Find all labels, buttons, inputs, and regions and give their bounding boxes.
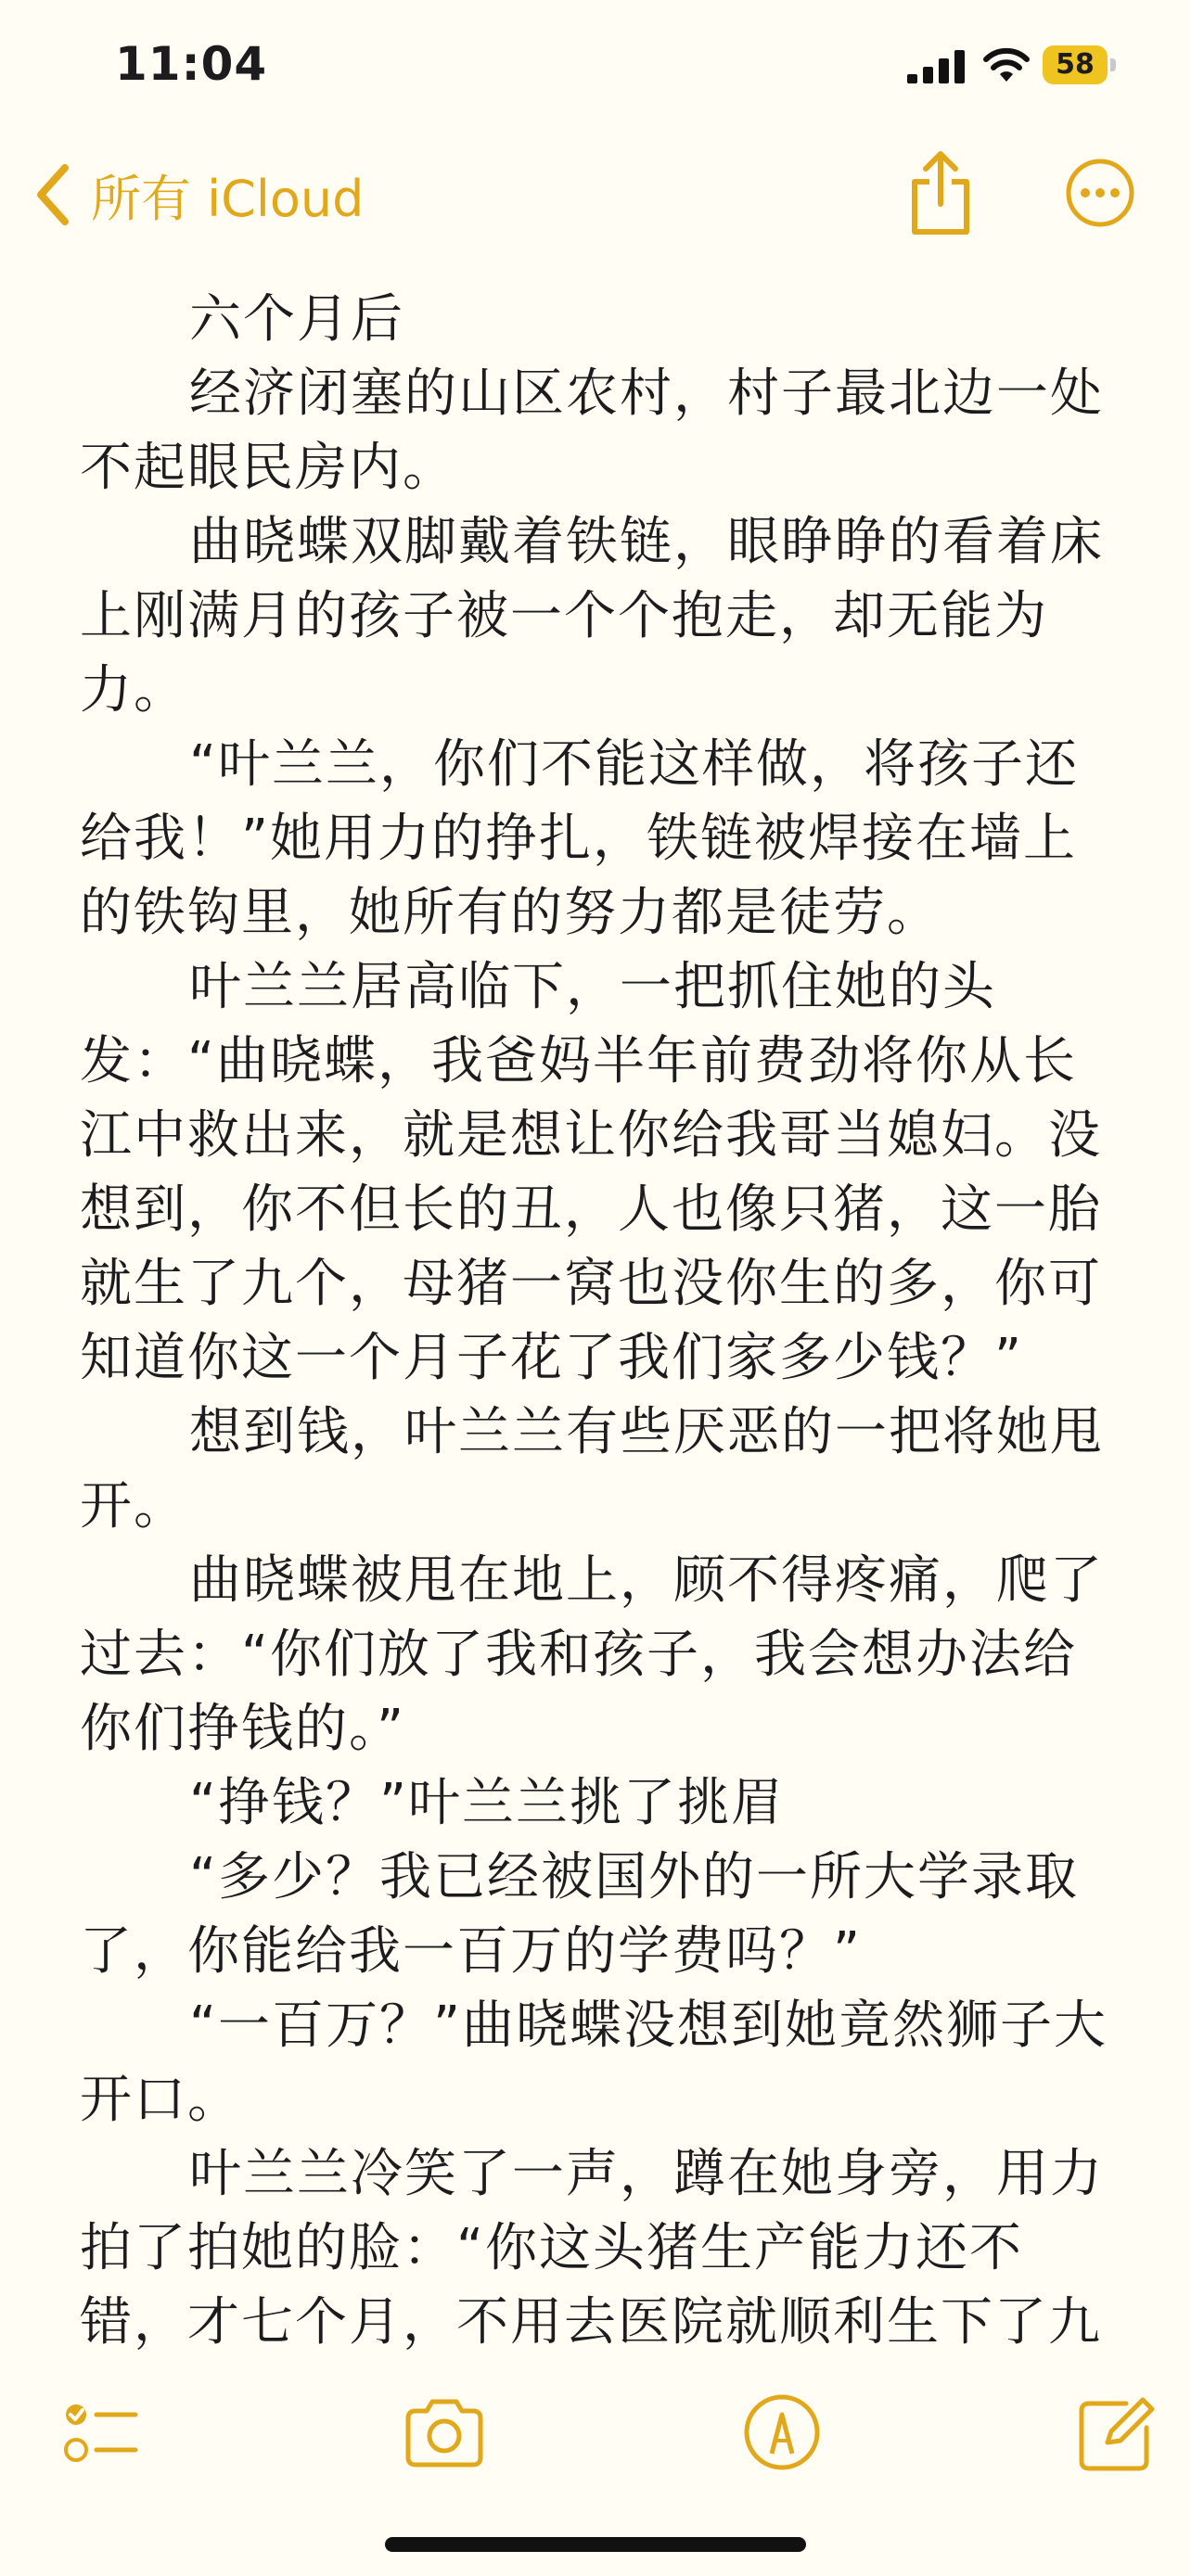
markup-pen-icon[interactable]	[740, 2391, 824, 2474]
note-paragraph: 六个月后	[189, 289, 404, 350]
bottom-toolbar	[0, 2374, 1191, 2494]
note-paragraph: 叶兰兰冷笑了一声，蹲在她身旁，用力拍了拍她的脸：“你这头猪生产能力还不错，才七个月，不用去医院就顺利生下了九	[80, 2144, 1104, 2353]
note-paragraph: “一百万？”曲晓蝶没想到她竟然狮子大开口。	[80, 1996, 1108, 2130]
note-paragraph: 曲晓蝶被甩在地上，顾不得疼痛，爬了过去：“你们放了我和孩子，我会想办法给你们挣钱的。”	[80, 1550, 1104, 1759]
back-button[interactable]	[33, 158, 364, 232]
compose-icon[interactable]	[1074, 2391, 1158, 2474]
battery-level: 58	[1056, 48, 1095, 81]
back-label: 所有 iCloud	[91, 169, 365, 228]
note-paragraph: 叶兰兰居高临下，一把抓住她的头发：“曲晓蝶，我爸妈半年前费劲将你从长江中救出来，就是想让你给我哥当媳妇。没想到，你不但长的丑，人也像只猪，这一胎就生了九个，母猪一窝也没你生的多，你可知道你这一个月子花了我们家多少钱？”	[80, 957, 1102, 1388]
note-paragraph: “叶兰兰，你们不能这样做，将孩子还给我！”她用力的挣扎，铁链被焊接在墙上的铁钩里，她所有的努力都是徒劳。	[80, 734, 1080, 943]
home-indicator[interactable]	[385, 2537, 806, 2552]
status-bar	[0, 0, 1191, 139]
note-paragraph: 经济闭塞的山区农村，村子最北边一处不起眼民房内。	[80, 363, 1104, 498]
note-paragraph: 曲晓蝶双脚戴着铁链，眼睁睁的看着床上刚满月的孩子被一个个抱走，却无能为力。	[80, 512, 1104, 721]
note-body[interactable]	[80, 283, 1121, 2360]
chevron-left-icon	[33, 162, 72, 227]
note-paragraph: 想到钱，叶兰兰有些厌恶的一把将她甩开。	[80, 1402, 1104, 1537]
wifi-icon	[981, 46, 1031, 83]
nav-bar	[0, 139, 1191, 250]
checklist-icon[interactable]	[59, 2391, 143, 2474]
battery-icon	[1043, 45, 1117, 84]
status-time: 11:04	[115, 37, 268, 91]
more-options-icon[interactable]	[1065, 158, 1135, 228]
cellular-signal-icon	[907, 50, 965, 83]
share-icon[interactable]	[907, 150, 974, 236]
camera-icon[interactable]	[403, 2391, 486, 2474]
note-paragraph: “挣钱？”叶兰兰挑了挑眉	[189, 1773, 786, 1833]
note-paragraph: “多少？我已经被国外的一所大学录取了，你能给我一百万的学费吗？”	[80, 1847, 1080, 1982]
